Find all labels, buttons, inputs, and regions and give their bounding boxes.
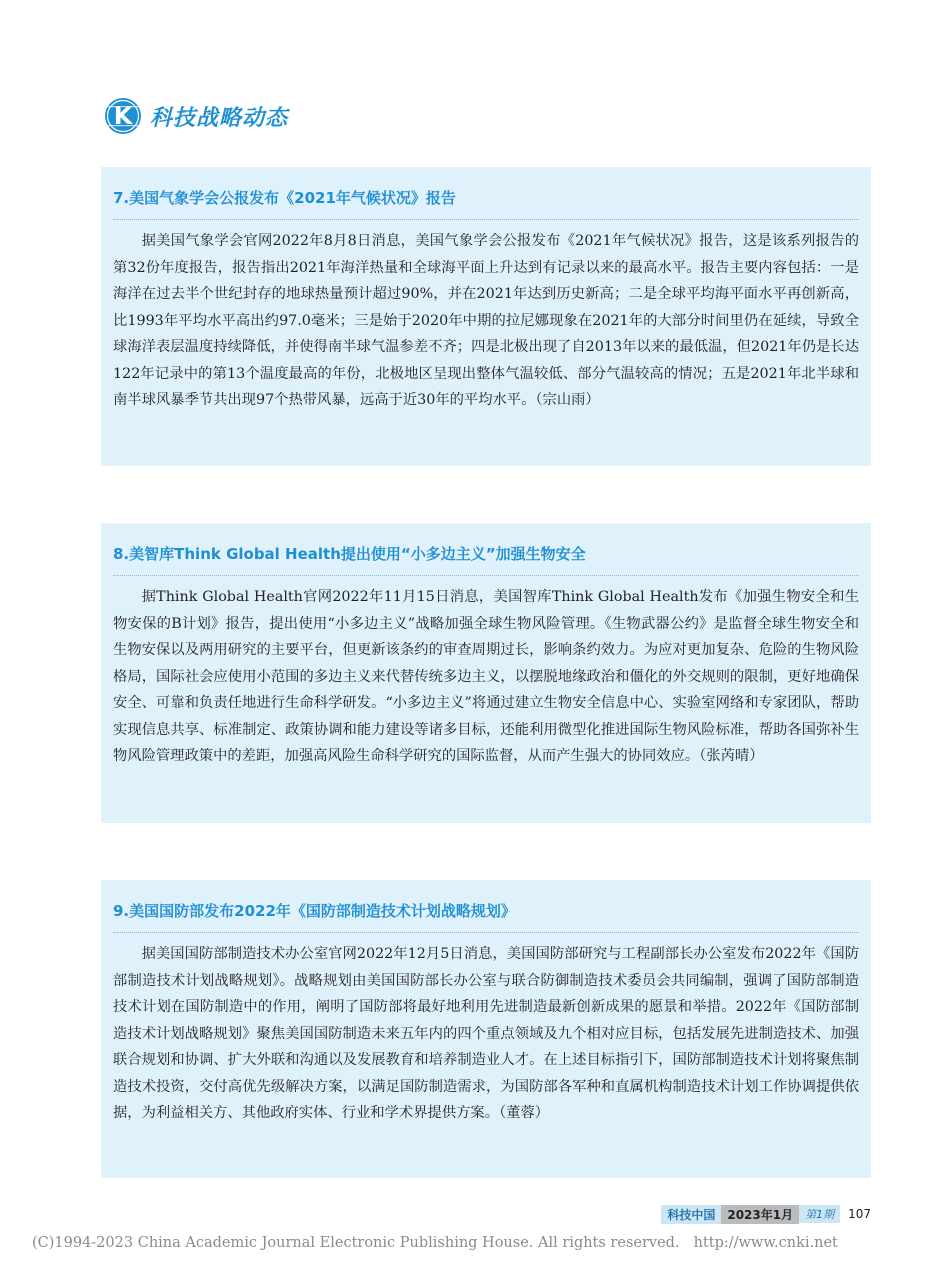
article-title: 7.美国气象学会公报发布《2021年气候状况》报告 <box>113 189 456 207</box>
k-logo-icon <box>104 97 142 135</box>
article-body: 据Think Global Health官网2022年11月15日消息，美国智库Think Global Health发布《加强生物安全和生物安保的B计划》报告，提出使用“小多边主义”战略加强全球生物风险管理。《生物武器公约》是监督全球生物安全和生物安保以及两用研究的主要平台，但更新该条约的审查周期过长，影响条约效力。为应对更加复杂、危险的生物风险格局，国际社会应使用小范围的多边主义来代替传统多边主义，以摆脱地缘政治和僵化的外交规则的限制，更好地确保安全、可靠和负责任地进行生命科学研发。“小多边主义”将通过建立生物安全信息中心、实验室网络和专家团队，帮助实现信息共享、标准制定、政策协调和能力建设等诸多目标，还能利用微型化推进国际生物风险标准，帮助各国弥补生物风险管理政策中的差距，加强高风险生命科学研究的国际监督，从而产生强大的协同效应。（张芮晴） <box>113 589 859 764</box>
copyright-notice <box>32 1235 838 1251</box>
copyright-url[interactable]: http://www.cnki.net <box>693 1235 838 1251</box>
copyright-text: (C)1994-2023 China Academic Journal Electronic Publishing House. All rights reserved. <box>32 1235 680 1251</box>
section-title: 科技战略动态 <box>150 105 289 131</box>
article-title: 8.美智库Think Global Health提出使用“小多边主义”加强生物安全 <box>113 545 586 563</box>
article-panel <box>101 880 871 1178</box>
page-footer <box>661 1205 871 1223</box>
page-number: 107 <box>848 1207 871 1221</box>
issue-number: 第1期 <box>799 1205 840 1223</box>
section-header <box>104 96 288 136</box>
article-panel <box>101 167 871 466</box>
article-title: 9.美国国防部发布2022年《国防部制造技术计划战略规划》 <box>113 902 516 920</box>
logo-letter: K <box>113 102 133 130</box>
article-body: 据美国气象学会官网2022年8月8日消息，美国气象学会公报发布《2021年气候状况》报告，这是该系列报告的第32份年度报告，报告指出2021年海洋热量和全球海平面上升达到有记录以来的最高水平。报告主要内容包括：一是海洋在过去半个世纪封存的地球热量预计超过90%，并在2021年达到历史新高；二是全球平均海平面水平再创新高，比1993年平均水平高出约97.0毫米；三是始于2020年中期的拉尼娜现象在2021年的大部分时间里仍在延续，导致全球海洋表层温度持续降低，并使得南半球气温参差不齐；四是北极出现了自2013年以来的最低温，但2021年仍是长达122年记录中的第13个温度最高的年份，北极地区呈现出整体气温较低、部分气温较高的情况；五是2021年北半球和南半球风暴季节共出现97个热带风暴，远高于近30年的平均水平。（宗山雨） <box>113 233 859 408</box>
article-panel <box>101 523 871 823</box>
issue-date: 2023年1月 <box>721 1205 799 1224</box>
journal-name: 科技中国 <box>661 1205 721 1224</box>
article-body: 据美国国防部制造技术办公室官网2022年12月5日消息，美国国防部研究与工程副部长办公室发布2022年《国防部制造技术计划战略规划》。战略规划由美国国防部长办公室与联合防御制造技术委员会共同编制，强调了国防部制造技术计划在国防制造中的作用，阐明了国防部将最好地利用先进制造最新创新成果的愿景和举措。2022年《国防部制造技术计划战略规划》聚焦美国国防制造未来五年内的四个重点领域及九个相对应目标，包括发展先进制造技术、加强联合规划和协调、扩大外联和沟通以及发展教育和培养制造业人才。在上述目标指引下，国防部制造技术计划将聚焦制造技术投资，交付高优先级解决方案，以满足国防制造需求，为国防部各军种和直属机构制造技术计划工作协调提供依据，为利益相关方、其他政府实体、行业和学术界提供方案。（董蓉） <box>113 946 859 1121</box>
